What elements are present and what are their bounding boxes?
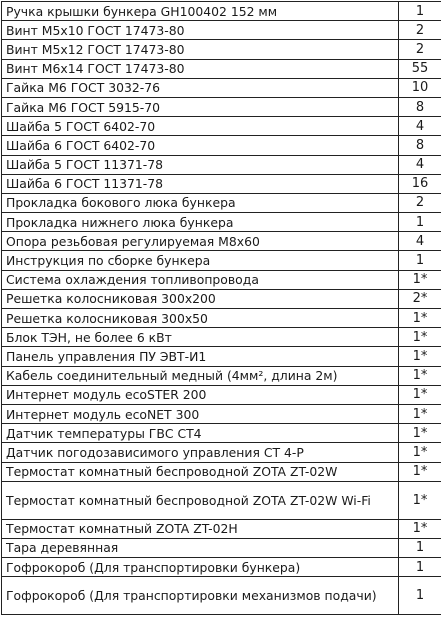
item-quantity-cell: 1* <box>399 328 441 347</box>
table-row <box>2 538 441 557</box>
parts-table <box>1 1 441 615</box>
item-name-cell: Термостат комнатный ZOTA ZT-02H <box>2 519 399 538</box>
table-row <box>2 385 441 404</box>
document-page <box>0 1 441 625</box>
item-name-cell: Датчик погодозависимого управления СТ 4-Р <box>2 443 399 462</box>
item-quantity-cell: 2 <box>399 40 441 59</box>
item-name-cell: Кабель соединительный медный (4мм², длина 2м) <box>2 366 399 385</box>
item-quantity-cell: 4 <box>399 155 441 174</box>
table-row <box>2 328 441 347</box>
item-name-cell: Шайба 6 ГОСТ 6402-70 <box>2 136 399 155</box>
item-name-cell: Термостат комнатный беспроводной ZOTA ZT-02W Wi-Fi <box>2 481 399 519</box>
table-row <box>2 347 441 366</box>
table-row <box>2 155 441 174</box>
item-quantity-cell: 1* <box>399 443 441 462</box>
table-row <box>2 404 441 423</box>
item-name-cell: Интернет модуль ecoSTER 200 <box>2 385 399 404</box>
table-row <box>2 577 441 615</box>
item-quantity-cell: 1* <box>399 462 441 481</box>
item-quantity-cell: 1* <box>399 424 441 443</box>
table-row <box>2 232 441 251</box>
item-quantity-cell: 1* <box>399 519 441 538</box>
item-name-cell: Решетка колосниковая 300х200 <box>2 289 399 308</box>
item-quantity-cell: 1* <box>399 404 441 423</box>
item-quantity-cell: 2 <box>399 21 441 40</box>
table-row <box>2 174 441 193</box>
item-quantity-cell: 1* <box>399 270 441 289</box>
item-name-cell: Шайба 6 ГОСТ 11371-78 <box>2 174 399 193</box>
table-row <box>2 462 441 481</box>
table-row <box>2 59 441 78</box>
item-quantity-cell: 4 <box>399 117 441 136</box>
item-quantity-cell: 1 <box>399 213 441 232</box>
item-name-cell: Система охлаждения топливопровода <box>2 270 399 289</box>
item-quantity-cell: 4 <box>399 232 441 251</box>
table-row <box>2 270 441 289</box>
table-row <box>2 481 441 519</box>
item-quantity-cell: 1 <box>399 251 441 270</box>
item-name-cell: Блок ТЭН, не более 6 кВт <box>2 328 399 347</box>
table-row <box>2 2 441 21</box>
table-row <box>2 213 441 232</box>
item-name-cell: Интернет модуль ecoNET 300 <box>2 404 399 423</box>
table-row <box>2 558 441 577</box>
table-row <box>2 97 441 116</box>
item-quantity-cell: 10 <box>399 78 441 97</box>
item-quantity-cell: 1* <box>399 385 441 404</box>
item-quantity-cell: 1* <box>399 347 441 366</box>
item-name-cell: Винт М6х14 ГОСТ 17473-80 <box>2 59 399 78</box>
item-quantity-cell: 55 <box>399 59 441 78</box>
item-name-cell: Инструкция по сборке бункера <box>2 251 399 270</box>
item-quantity-cell: 2 <box>399 193 441 212</box>
table-row <box>2 78 441 97</box>
item-name-cell: Ручка крышки бункера GH100402 152 мм <box>2 2 399 21</box>
table-row <box>2 424 441 443</box>
table-row <box>2 193 441 212</box>
table-row <box>2 443 441 462</box>
item-name-cell: Гайка М6 ГОСТ 3032-76 <box>2 78 399 97</box>
table-row <box>2 21 441 40</box>
item-quantity-cell: 16 <box>399 174 441 193</box>
item-quantity-cell: 8 <box>399 97 441 116</box>
item-quantity-cell: 1* <box>399 309 441 328</box>
item-name-cell: Опора резьбовая регулируемая М8х60 <box>2 232 399 251</box>
item-name-cell: Винт М5х12 ГОСТ 17473-80 <box>2 40 399 59</box>
table-row <box>2 309 441 328</box>
table-row <box>2 366 441 385</box>
item-name-cell: Решетка колосниковая 300х50 <box>2 309 399 328</box>
item-name-cell: Панель управления ПУ ЭВТ-И1 <box>2 347 399 366</box>
item-quantity-cell: 1 <box>399 558 441 577</box>
item-name-cell: Шайба 5 ГОСТ 11371-78 <box>2 155 399 174</box>
item-name-cell: Термостат комнатный беспроводной ZOTA ZT-02W <box>2 462 399 481</box>
item-name-cell: Прокладка бокового люка бункера <box>2 193 399 212</box>
table-row <box>2 117 441 136</box>
item-name-cell: Гайка М6 ГОСТ 5915-70 <box>2 97 399 116</box>
item-quantity-cell: 2* <box>399 289 441 308</box>
item-quantity-cell: 1 <box>399 577 441 615</box>
table-row <box>2 251 441 270</box>
item-name-cell: Гофрокороб (Для транспортировки бункера) <box>2 558 399 577</box>
item-name-cell: Гофрокороб (Для транспортировки механизмов подачи) <box>2 577 399 615</box>
item-quantity-cell: 1 <box>399 2 441 21</box>
item-name-cell: Датчик температуры ГВС СТ4 <box>2 424 399 443</box>
table-row <box>2 289 441 308</box>
table-row <box>2 519 441 538</box>
table-row <box>2 40 441 59</box>
item-quantity-cell: 1* <box>399 481 441 519</box>
item-quantity-cell: 1* <box>399 366 441 385</box>
item-quantity-cell: 1 <box>399 538 441 557</box>
item-name-cell: Шайба 5 ГОСТ 6402-70 <box>2 117 399 136</box>
parts-table-body <box>2 2 441 615</box>
item-quantity-cell: 8 <box>399 136 441 155</box>
item-name-cell: Тара деревянная <box>2 538 399 557</box>
table-row <box>2 136 441 155</box>
item-name-cell: Прокладка нижнего люка бункера <box>2 213 399 232</box>
item-name-cell: Винт М5х10 ГОСТ 17473-80 <box>2 21 399 40</box>
